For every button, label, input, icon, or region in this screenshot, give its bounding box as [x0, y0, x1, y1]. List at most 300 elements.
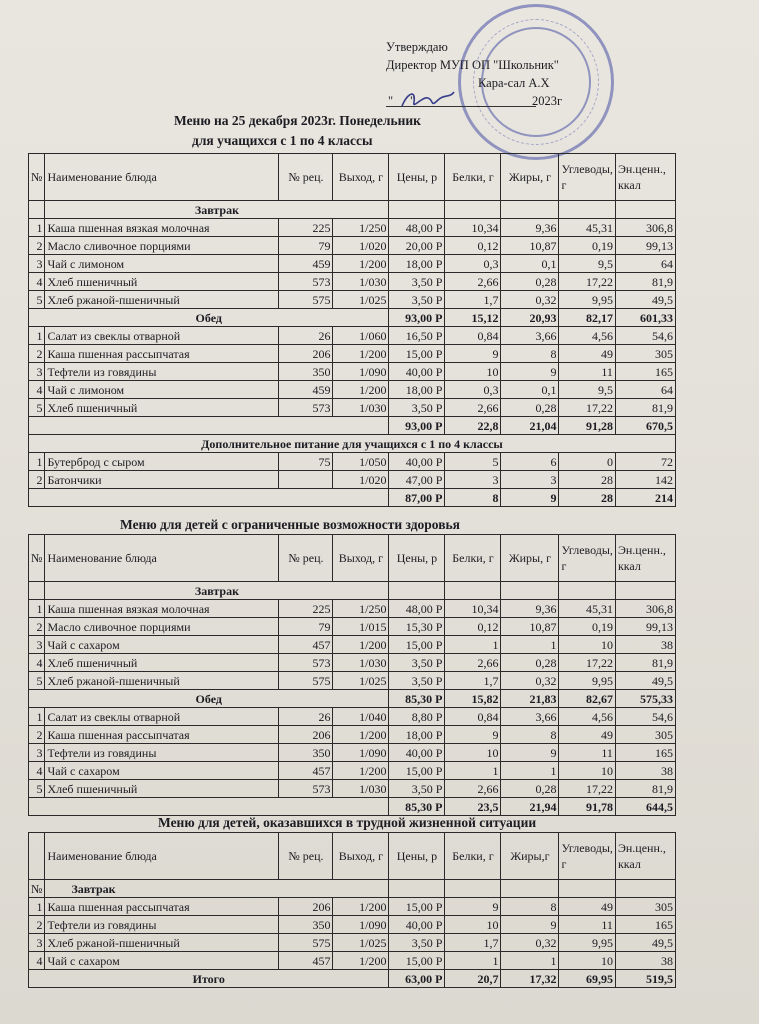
dish-fat: 9,36 — [501, 600, 559, 618]
dish-portion: 1/030 — [333, 780, 389, 798]
dish-fat: 9 — [501, 363, 559, 381]
dish-recipe-no: 225 — [279, 219, 333, 237]
dish-name: Тефтели из говядины — [45, 363, 279, 381]
total-protein: 23,5 — [445, 798, 501, 816]
dish-carbs: 0,19 — [559, 237, 615, 255]
dish-protein: 10,34 — [445, 600, 501, 618]
dish-number: 2 — [29, 471, 45, 489]
header-out: Выход, г — [333, 154, 389, 201]
dish-carbs: 17,22 — [559, 654, 615, 672]
dish-energy: 306,8 — [615, 600, 675, 618]
dish-recipe-no: 459 — [279, 381, 333, 399]
dish-protein: 10,34 — [445, 219, 501, 237]
dish-protein: 5 — [445, 453, 501, 471]
dish-number: 1 — [29, 219, 45, 237]
section-label: Завтрак — [45, 201, 389, 219]
dish-recipe-no: 350 — [279, 363, 333, 381]
table-row — [29, 898, 676, 916]
dish-recipe-no: 457 — [279, 636, 333, 654]
dish-energy: 72 — [615, 453, 675, 471]
dish-fat: 0,28 — [501, 273, 559, 291]
dish-recipe-no: 26 — [279, 327, 333, 345]
dish-portion: 1/025 — [333, 291, 389, 309]
table-row — [29, 345, 676, 363]
dish-number: 4 — [29, 952, 45, 970]
table-row — [29, 273, 676, 291]
dish-price: 20,00 Р — [389, 237, 445, 255]
dish-carbs: 4,56 — [559, 327, 615, 345]
table-row — [29, 780, 676, 798]
dish-protein: 0,3 — [445, 255, 501, 273]
lunch-header-row — [29, 690, 676, 708]
dish-energy: 54,6 — [615, 327, 675, 345]
quote-close: " — [410, 94, 416, 108]
table-row — [29, 237, 676, 255]
dish-number: 3 — [29, 934, 45, 952]
dish-price: 18,00 Р — [389, 726, 445, 744]
dish-carbs: 9,95 — [559, 291, 615, 309]
total-fat: 20,93 — [501, 309, 559, 327]
dish-number: 4 — [29, 381, 45, 399]
dish-number: 1 — [29, 600, 45, 618]
dish-price: 40,00 Р — [389, 916, 445, 934]
table-header-row — [29, 535, 676, 582]
dish-protein: 1 — [445, 636, 501, 654]
dish-energy: 54,6 — [615, 708, 675, 726]
section-label: Завтрак — [45, 880, 389, 898]
dish-carbs: 10 — [559, 762, 615, 780]
dish-fat: 10,87 — [501, 618, 559, 636]
header-prot: Белки, г — [445, 833, 501, 880]
menu-table-hardship — [28, 832, 676, 988]
header-rec: № рец. — [279, 154, 333, 201]
dish-carbs: 9,95 — [559, 672, 615, 690]
dish-protein: 10 — [445, 916, 501, 934]
dish-price: 3,50 Р — [389, 291, 445, 309]
dish-energy: 99,13 — [615, 237, 675, 255]
dish-fat: 8 — [501, 898, 559, 916]
dish-price: 15,00 Р — [389, 636, 445, 654]
dish-name: Тефтели из говядины — [45, 744, 279, 762]
total-fat: 21,83 — [501, 690, 559, 708]
menu-table-grades-1-4 — [28, 153, 676, 507]
header-name: Наименование блюда — [45, 833, 279, 880]
total-energy: 519,5 — [615, 970, 675, 988]
dish-price: 15,30 Р — [389, 618, 445, 636]
dish-name: Каша пшенная вязкая молочная — [45, 600, 279, 618]
header-no: № — [29, 880, 45, 898]
menu-title-hardship: Меню для детей, оказавшихся в трудной жизненной ситуации — [158, 815, 537, 830]
header-fat: Жиры, г — [501, 535, 559, 582]
dish-carbs: 17,22 — [559, 399, 615, 417]
dish-protein: 0,12 — [445, 618, 501, 636]
header-fat: Жиры, г — [501, 154, 559, 201]
menu-table-disabilities — [28, 534, 676, 816]
table-row — [29, 708, 676, 726]
dish-carbs: 49 — [559, 726, 615, 744]
dish-fat: 9 — [501, 916, 559, 934]
dish-energy: 81,9 — [615, 654, 675, 672]
dish-fat: 8 — [501, 726, 559, 744]
dish-price: 48,00 Р — [389, 219, 445, 237]
dish-recipe-no: 26 — [279, 708, 333, 726]
dish-price: 3,50 Р — [389, 654, 445, 672]
dish-number: 2 — [29, 345, 45, 363]
dish-portion: 1/030 — [333, 273, 389, 291]
dish-portion: 1/030 — [333, 399, 389, 417]
dish-price: 16,50 Р — [389, 327, 445, 345]
extra-total-row — [29, 489, 676, 507]
total-carbs: 91,28 — [559, 417, 615, 435]
dish-protein: 2,66 — [445, 273, 501, 291]
table-row — [29, 381, 676, 399]
dish-fat: 0,28 — [501, 654, 559, 672]
dish-fat: 10,87 — [501, 237, 559, 255]
lunch-total-row — [29, 417, 676, 435]
dish-name: Хлеб пшеничный — [45, 399, 279, 417]
dish-fat: 0,32 — [501, 291, 559, 309]
dish-recipe-no: 225 — [279, 600, 333, 618]
dish-recipe-no: 75 — [279, 453, 333, 471]
dish-name: Тефтели из говядины — [45, 916, 279, 934]
dish-energy: 49,5 — [615, 934, 675, 952]
dish-energy: 165 — [615, 916, 675, 934]
dish-recipe-no: 79 — [279, 237, 333, 255]
dish-name: Каша пшенная рассыпчатая — [45, 898, 279, 916]
header-carb: Углеводы, г — [559, 833, 615, 880]
total-fat: 21,04 — [501, 417, 559, 435]
dish-carbs: 17,22 — [559, 273, 615, 291]
dish-portion: 1/200 — [333, 636, 389, 654]
dish-recipe-no: 457 — [279, 762, 333, 780]
dish-protein: 0,3 — [445, 381, 501, 399]
dish-portion: 1/090 — [333, 744, 389, 762]
header-out: Выход, г — [333, 833, 389, 880]
dish-number: 1 — [29, 898, 45, 916]
header-carb: Углеводы, г — [559, 154, 615, 201]
total-protein: 22,8 — [445, 417, 501, 435]
dish-recipe-no: 206 — [279, 726, 333, 744]
header-name: Наименование блюда — [45, 154, 279, 201]
dish-energy: 81,9 — [615, 780, 675, 798]
dish-price: 3,50 Р — [389, 399, 445, 417]
menu-subtitle: для учащихся с 1 по 4 классы — [192, 133, 373, 148]
table-row — [29, 399, 676, 417]
dish-price: 15,00 Р — [389, 762, 445, 780]
dish-fat: 0,28 — [501, 399, 559, 417]
dish-protein: 2,66 — [445, 780, 501, 798]
dish-name: Чай с сахаром — [45, 636, 279, 654]
dish-protein: 1 — [445, 762, 501, 780]
dish-energy: 81,9 — [615, 273, 675, 291]
dish-recipe-no: 350 — [279, 916, 333, 934]
dish-protein: 1,7 — [445, 934, 501, 952]
total-energy: 670,5 — [615, 417, 675, 435]
header-no: № — [29, 154, 45, 201]
total-carbs: 82,67 — [559, 690, 615, 708]
dish-fat: 0,28 — [501, 780, 559, 798]
total-energy: 601,33 — [615, 309, 675, 327]
header-out: Выход, г — [333, 535, 389, 582]
dish-portion: 1/050 — [333, 453, 389, 471]
dish-portion: 1/015 — [333, 618, 389, 636]
dish-carbs: 45,31 — [559, 219, 615, 237]
approval-year: 2023г — [532, 94, 563, 108]
dish-fat: 1 — [501, 952, 559, 970]
section-header-row — [29, 582, 676, 600]
table-row — [29, 636, 676, 654]
dish-price: 3,50 Р — [389, 780, 445, 798]
header-energy: Эн.ценн., ккал — [615, 833, 675, 880]
total-price: 93,00 Р — [389, 309, 445, 327]
dish-carbs: 17,22 — [559, 780, 615, 798]
dish-name: Каша пшенная вязкая молочная — [45, 219, 279, 237]
dish-number: 3 — [29, 636, 45, 654]
total-energy: 644,5 — [615, 798, 675, 816]
dish-fat: 3,66 — [501, 708, 559, 726]
table-row — [29, 291, 676, 309]
dish-number: 3 — [29, 255, 45, 273]
dish-name: Чай с лимоном — [45, 381, 279, 399]
dish-carbs: 28 — [559, 471, 615, 489]
total-protein: 15,12 — [445, 309, 501, 327]
dish-energy: 142 — [615, 471, 675, 489]
table-row — [29, 363, 676, 381]
total-fat: 21,94 — [501, 798, 559, 816]
dish-price: 18,00 Р — [389, 381, 445, 399]
total-protein: 15,82 — [445, 690, 501, 708]
dish-number: 5 — [29, 672, 45, 690]
dish-portion: 1/200 — [333, 762, 389, 780]
dish-carbs: 11 — [559, 916, 615, 934]
section-label: Обед — [29, 690, 389, 708]
dish-energy: 38 — [615, 636, 675, 654]
dish-name: Чай с сахаром — [45, 762, 279, 780]
dish-price: 8,80 Р — [389, 708, 445, 726]
table-row — [29, 672, 676, 690]
dish-price: 40,00 Р — [389, 453, 445, 471]
dish-number: 2 — [29, 916, 45, 934]
dish-name: Салат из свеклы отварной — [45, 708, 279, 726]
dish-carbs: 9,5 — [559, 255, 615, 273]
grand-total-row — [29, 970, 676, 988]
dish-recipe-no: 573 — [279, 399, 333, 417]
dish-portion: 1/200 — [333, 381, 389, 399]
header-energy: Эн.ценн., ккал — [615, 535, 675, 582]
dish-recipe-no: 206 — [279, 345, 333, 363]
dish-carbs: 45,31 — [559, 600, 615, 618]
approval-line-2: Директор МУП ОП "Школьник" — [386, 58, 559, 72]
dish-name: Батончики — [45, 471, 279, 489]
dish-number: 1 — [29, 327, 45, 345]
dish-portion: 1/040 — [333, 708, 389, 726]
table-header-row — [29, 154, 676, 201]
dish-energy: 306,8 — [615, 219, 675, 237]
dish-name: Хлеб пшеничный — [45, 654, 279, 672]
dish-price: 40,00 Р — [389, 363, 445, 381]
dish-name: Каша пшенная рассыпчатая — [45, 726, 279, 744]
dish-fat: 0,1 — [501, 381, 559, 399]
dish-name: Хлеб пшеничный — [45, 273, 279, 291]
header-name: Наименование блюда — [45, 535, 279, 582]
dish-recipe-no: 573 — [279, 654, 333, 672]
dish-name: Масло сливочное порциями — [45, 618, 279, 636]
dish-portion: 1/090 — [333, 916, 389, 934]
dish-name: Чай с лимоном — [45, 255, 279, 273]
dish-portion: 1/200 — [333, 898, 389, 916]
dish-protein: 1 — [445, 952, 501, 970]
dish-recipe-no: 575 — [279, 934, 333, 952]
header-rec: № рец. — [279, 535, 333, 582]
dish-fat: 0,32 — [501, 934, 559, 952]
dish-number: 5 — [29, 780, 45, 798]
dish-name: Бутерброд с сыром — [45, 453, 279, 471]
dish-name: Хлеб ржаной-пшеничный — [45, 934, 279, 952]
dish-energy: 99,13 — [615, 618, 675, 636]
table-row — [29, 618, 676, 636]
header-price: Цены, р — [389, 833, 445, 880]
dish-energy: 165 — [615, 744, 675, 762]
header-price: Цены, р — [389, 154, 445, 201]
table-row — [29, 453, 676, 471]
dish-energy: 305 — [615, 345, 675, 363]
header-prot: Белки, г — [445, 154, 501, 201]
table-row — [29, 744, 676, 762]
dish-fat: 6 — [501, 453, 559, 471]
total-carbs: 91,78 — [559, 798, 615, 816]
total-protein: 20,7 — [445, 970, 501, 988]
table-row — [29, 762, 676, 780]
dish-name: Хлеб ржаной-пшеничный — [45, 291, 279, 309]
dish-recipe-no: 573 — [279, 273, 333, 291]
dish-portion: 1/200 — [333, 345, 389, 363]
dish-fat: 1 — [501, 636, 559, 654]
dish-protein: 2,66 — [445, 399, 501, 417]
header-price: Цены, р — [389, 535, 445, 582]
table-row — [29, 600, 676, 618]
approval-line-1: Утверждаю — [386, 40, 448, 54]
dish-price: 48,00 Р — [389, 600, 445, 618]
dish-energy: 305 — [615, 726, 675, 744]
header-fat: Жиры,г — [501, 833, 559, 880]
dish-fat: 0,1 — [501, 255, 559, 273]
header-energy: Эн.ценн., ккал — [615, 154, 675, 201]
dish-portion: 1/060 — [333, 327, 389, 345]
table-row — [29, 952, 676, 970]
dish-number: 3 — [29, 363, 45, 381]
dish-price: 3,50 Р — [389, 934, 445, 952]
table-row — [29, 219, 676, 237]
total-price: 63,00 Р — [389, 970, 445, 988]
dish-price: 40,00 Р — [389, 744, 445, 762]
dish-fat: 3 — [501, 471, 559, 489]
dish-carbs: 10 — [559, 952, 615, 970]
dish-portion: 1/025 — [333, 934, 389, 952]
total-price: 85,30 Р — [389, 798, 445, 816]
table-row — [29, 934, 676, 952]
dish-price: 18,00 Р — [389, 255, 445, 273]
dish-number: 2 — [29, 618, 45, 636]
total-carbs: 69,95 — [559, 970, 615, 988]
quote-open: " — [388, 94, 394, 108]
menu-title: Меню на 25 декабря 2023г. Понедельник — [174, 113, 421, 128]
lunch-header-row — [29, 309, 676, 327]
dish-carbs: 49 — [559, 345, 615, 363]
dish-energy: 49,5 — [615, 672, 675, 690]
total-carbs: 28 — [559, 489, 615, 507]
dish-carbs: 11 — [559, 744, 615, 762]
dish-portion: 1/025 — [333, 672, 389, 690]
dish-name: Чай с сахаром — [45, 952, 279, 970]
dish-fat: 1 — [501, 762, 559, 780]
lunch-total-row — [29, 798, 676, 816]
header-prot: Белки, г — [445, 535, 501, 582]
total-energy: 214 — [615, 489, 675, 507]
dish-fat: 0,32 — [501, 672, 559, 690]
dish-portion: 1/200 — [333, 726, 389, 744]
section-label: Завтрак — [45, 582, 389, 600]
dish-portion: 1/020 — [333, 237, 389, 255]
dish-recipe-no — [279, 471, 333, 489]
dish-name: Хлеб пшеничный — [45, 780, 279, 798]
dish-number: 4 — [29, 762, 45, 780]
dish-protein: 0,84 — [445, 708, 501, 726]
total-fat: 9 — [501, 489, 559, 507]
dish-number: 3 — [29, 744, 45, 762]
total-price: 85,30 Р — [389, 690, 445, 708]
dish-energy: 49,5 — [615, 291, 675, 309]
dish-energy: 64 — [615, 255, 675, 273]
table-row — [29, 726, 676, 744]
dish-protein: 0,84 — [445, 327, 501, 345]
dish-portion: 1/250 — [333, 219, 389, 237]
table-row — [29, 654, 676, 672]
table-header-row — [29, 833, 676, 880]
dish-carbs: 9,95 — [559, 934, 615, 952]
total-energy: 575,33 — [615, 690, 675, 708]
dish-protein: 9 — [445, 898, 501, 916]
dish-name: Хлеб ржаной-пшеничный — [45, 672, 279, 690]
total-label: Итого — [29, 970, 389, 988]
extra-header-row — [29, 435, 676, 453]
dish-energy: 38 — [615, 952, 675, 970]
header-carb: Углеводы, г — [559, 535, 615, 582]
dish-recipe-no: 350 — [279, 744, 333, 762]
section-label: Дополнительное питание для учащихся с 1 по 4 классы — [29, 435, 676, 453]
section-header-row — [29, 880, 676, 898]
header-no: № — [29, 535, 45, 582]
total-carbs: 82,17 — [559, 309, 615, 327]
header-rec: № рец. — [279, 833, 333, 880]
dish-fat: 9 — [501, 744, 559, 762]
dish-recipe-no: 79 — [279, 618, 333, 636]
dish-name: Каша пшенная рассыпчатая — [45, 345, 279, 363]
dish-protein: 0,12 — [445, 237, 501, 255]
total-protein: 8 — [445, 489, 501, 507]
table-row — [29, 916, 676, 934]
total-fat: 17,32 — [501, 970, 559, 988]
dish-energy: 305 — [615, 898, 675, 916]
dish-portion: 1/090 — [333, 363, 389, 381]
approval-line-3: Кара-сал А.Х — [478, 76, 550, 90]
dish-portion: 1/200 — [333, 255, 389, 273]
dish-number: 5 — [29, 291, 45, 309]
dish-protein: 9 — [445, 345, 501, 363]
dish-protein: 3 — [445, 471, 501, 489]
menu-title-disabilities: Меню для детей с ограниченные возможности здоровья — [120, 517, 460, 532]
dish-portion: 1/250 — [333, 600, 389, 618]
dish-energy: 64 — [615, 381, 675, 399]
